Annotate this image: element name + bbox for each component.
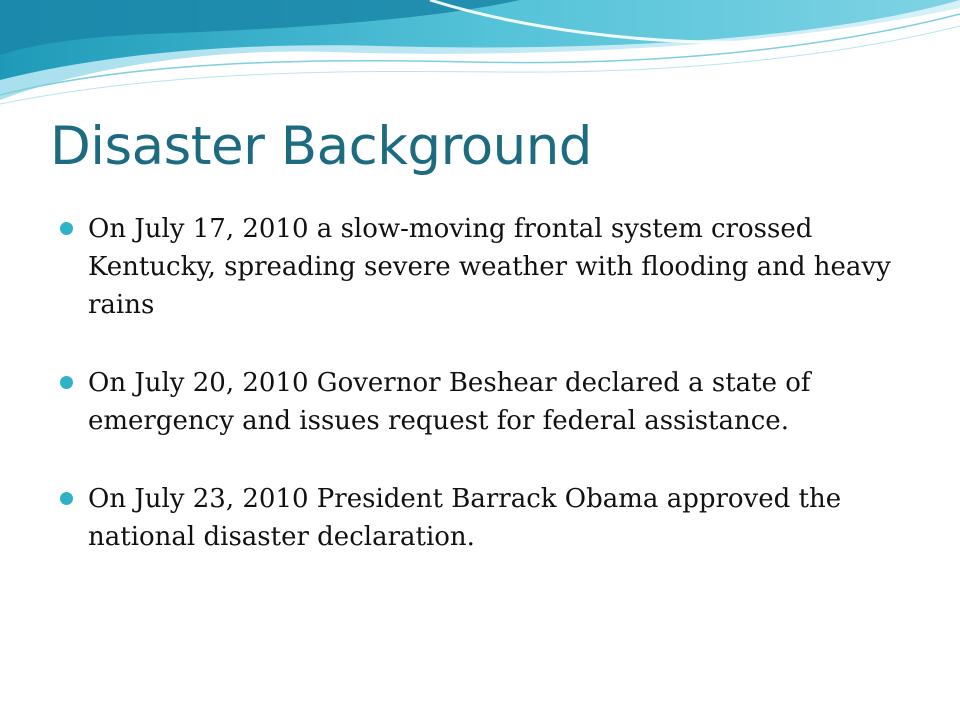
bullet-dot-icon — [60, 222, 73, 235]
bullet-item — [60, 480, 910, 556]
bullet-list — [60, 210, 910, 556]
bullet-dot-icon — [60, 492, 73, 505]
header-wave-decoration — [0, 0, 960, 130]
bullet-text: On July 20, 2010 Governor Beshear declared a state of emergency and issues request for federal assistance. — [88, 368, 811, 436]
bullet-text: On July 17, 2010 a slow-moving frontal system crossed Kentucky, spreading severe weather with flooding and heavy rains — [88, 214, 891, 320]
bullet-dot-icon — [60, 376, 73, 389]
bullet-text: On July 23, 2010 President Barrack Obama approved the national disaster declaration. — [88, 484, 842, 552]
bullet-item — [60, 210, 910, 324]
bullet-item — [60, 364, 910, 440]
slide-title: Disaster Background — [50, 116, 592, 177]
